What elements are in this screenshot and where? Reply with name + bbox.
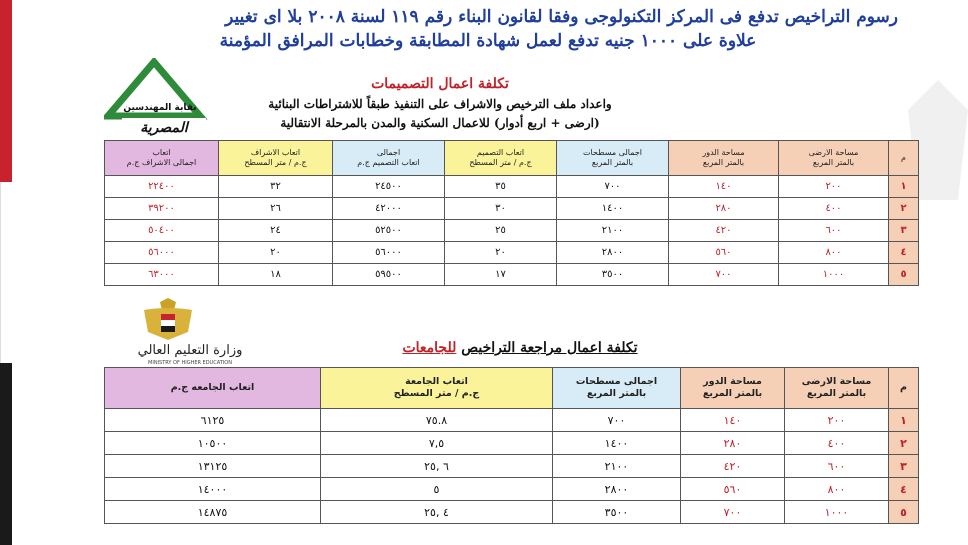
cell-floor-area: ٤٢٠: [669, 220, 779, 242]
header-land-area: [779, 141, 889, 176]
cell-university-rate: ٧,٥: [321, 432, 553, 455]
cell-supervision-rate: ١٨: [219, 264, 333, 286]
cell-land-area: ٤٠٠: [779, 198, 889, 220]
header-text: اجمالى: [376, 148, 401, 157]
section1-subtitle1: واعداد ملف الترخيص والاشراف على التنفيذ طبقاً للاشتراطات البنائية: [268, 97, 612, 111]
table-row: [105, 264, 919, 286]
header-floor-area: [669, 141, 779, 176]
cell-supervision-rate: ٢٠: [219, 242, 333, 264]
row-index: ٣: [889, 220, 919, 242]
header-text: اتعاب الجامعه ج.م: [170, 382, 255, 393]
table-row: [105, 478, 919, 501]
cell-university-total: ١٤٠٠٠: [105, 478, 321, 501]
cell-supervision-total: ٥٦٠٠٠: [105, 242, 219, 264]
header-text: ج.م / متر المسطح: [393, 388, 480, 399]
table-row: [105, 242, 919, 264]
cell-floor-area: ٧٠٠: [681, 501, 785, 524]
cell-university-rate: ٥: [321, 478, 553, 501]
cell-total-area: ١٤٠٠: [553, 432, 681, 455]
headline: [78, 6, 898, 52]
flag-white-stripe: [0, 182, 13, 363]
cell-design-rate: ٣٥: [445, 176, 557, 198]
header-text: اتعاب التصميم: [476, 148, 525, 157]
cell-supervision-total: ٢٢٤٠٠: [105, 176, 219, 198]
ministry-logo: [104, 296, 256, 368]
header-text: بالمتر المربع: [806, 388, 867, 399]
cell-land-area: ٨٠٠: [779, 242, 889, 264]
cell-total-area: ٢٨٠٠: [553, 478, 681, 501]
cell-university-rate: ٦ ,٢٥: [321, 455, 553, 478]
header-design-fee-total: [333, 141, 445, 176]
cell-university-total: ١٤٨٧٥: [105, 501, 321, 524]
cell-design-total: ٥٢٥٠٠: [333, 220, 445, 242]
header-text: بالمتر المربع: [812, 158, 855, 167]
header-text: ج.م / متر المسطح: [469, 158, 532, 167]
section1-subtitle2: (ارضى + اربع أدوار) للاعمال السكنية والمدن بالمرحلة الانتقالية: [280, 116, 600, 130]
header-text: اتعاب: [152, 148, 171, 157]
table-row: [105, 198, 919, 220]
cell-university-total: ١٠٥٠٠: [105, 432, 321, 455]
cell-land-area: ٢٠٠: [785, 409, 889, 432]
cell-land-area: ١٠٠٠: [779, 264, 889, 286]
cell-design-total: ٤٢٠٠٠: [333, 198, 445, 220]
header-text: اجمالى مسطحات: [575, 376, 658, 387]
table-row: [105, 409, 919, 432]
header-university-fee-rate: [321, 368, 553, 409]
header-design-fee-rate: [445, 141, 557, 176]
university-fees-table: [104, 367, 919, 524]
table-row: [105, 176, 919, 198]
cell-supervision-total: ٦٣٠٠٠: [105, 264, 219, 286]
header-supervision-fee-rate: [219, 141, 333, 176]
cell-design-rate: ٣٠: [445, 198, 557, 220]
header-text: م: [901, 153, 906, 162]
ministry-logo-text: وزارة التعليم العالي: [137, 343, 243, 358]
cell-supervision-rate: ٣٢: [219, 176, 333, 198]
cell-total-area: ٢٨٠٠: [557, 242, 669, 264]
headline-line2: علاوة على ١٠٠٠ جنيه تدفع لعمل شهادة المطابقة وخطابات المرافق المؤمنة: [219, 31, 757, 51]
header-text: بالمتر المربع: [702, 158, 745, 167]
cell-floor-area: ١٤٠: [681, 409, 785, 432]
cell-university-total: ١٣١٢٥: [105, 455, 321, 478]
cell-land-area: ٦٠٠: [785, 455, 889, 478]
cell-total-area: ٧٠٠: [557, 176, 669, 198]
header-land-area: [785, 368, 889, 409]
table-row: [105, 432, 919, 455]
svg-text:نقابة المهندسين: نقابة المهندسين: [123, 103, 197, 113]
header-text: بالمتر المربع: [702, 388, 763, 399]
cell-land-area: ٨٠٠: [785, 478, 889, 501]
cell-supervision-total: ٣٩٢٠٠: [105, 198, 219, 220]
section2-title-highlight: للجامعات: [402, 340, 457, 356]
design-fees-table: [104, 140, 919, 286]
cell-land-area: ٢٠٠: [779, 176, 889, 198]
cell-university-total: ٦١٢٥: [105, 409, 321, 432]
row-index: ١: [889, 409, 919, 432]
cell-floor-area: ٥٦٠: [669, 242, 779, 264]
header-text: ج.م / متر المسطح: [244, 158, 307, 167]
table-row: [105, 501, 919, 524]
cell-design-total: ٥٦٠٠٠: [333, 242, 445, 264]
section1-title: تكلفة اعمال التصميمات: [371, 76, 509, 92]
header-index: [889, 368, 919, 409]
svg-text:المصرية: المصرية: [140, 120, 188, 136]
cell-university-rate: ٧٥.٨: [321, 409, 553, 432]
header-text: مساحة الدور: [702, 148, 745, 157]
row-index: ٥: [889, 264, 919, 286]
cell-floor-area: ٤٢٠: [681, 455, 785, 478]
flag-red-stripe: [0, 0, 12, 182]
row-index: ٢: [889, 198, 919, 220]
cell-total-area: ٢١٠٠: [553, 455, 681, 478]
headline-line1: رسوم التراخيص تدفع فى المركز التكنولوجى وفقا لقانون البناء رقم ١١٩ لسنة ٢٠٠٨ بلا اى تغيير: [225, 7, 898, 27]
cell-design-rate: ١٧: [445, 264, 557, 286]
cell-total-area: ١٤٠٠: [557, 198, 669, 220]
header-text: بالمتر المربع: [591, 158, 634, 167]
cell-design-rate: ٢٠: [445, 242, 557, 264]
header-text: اتعاب الجامعة: [405, 376, 468, 387]
row-index: ١: [889, 176, 919, 198]
cell-design-total: ٢٤٥٠٠: [333, 176, 445, 198]
cell-land-area: ٤٠٠: [785, 432, 889, 455]
cell-total-area: ٣٥٠٠: [557, 264, 669, 286]
header-text: مساحة الارضى: [808, 148, 859, 157]
header-text: اجمالى مسطحات: [583, 148, 642, 157]
cell-land-area: ١٠٠٠: [785, 501, 889, 524]
row-index: ٣: [889, 455, 919, 478]
cell-university-rate: ٤ ,٢٥: [321, 501, 553, 524]
eagle-emblem-icon: [104, 296, 256, 368]
cell-total-area: ٢١٠٠: [557, 220, 669, 242]
cell-design-rate: ٢٥: [445, 220, 557, 242]
engineers-syndicate-logo: [104, 58, 216, 140]
header-text: بالمتر المربع: [586, 388, 647, 399]
cell-land-area: ٦٠٠: [779, 220, 889, 242]
header-supervision-fee-total: [105, 141, 219, 176]
table-row: [105, 220, 919, 242]
table-row: [105, 455, 919, 478]
cell-floor-area: ١٤٠: [669, 176, 779, 198]
table-header-row: [105, 141, 919, 176]
cell-floor-area: ٢٨٠: [669, 198, 779, 220]
cell-floor-area: ٧٠٠: [669, 264, 779, 286]
row-index: ٤: [889, 242, 919, 264]
header-text: اجمالى الاشراف ج.م: [126, 158, 197, 167]
section2-title: [340, 340, 700, 356]
row-index: ٤: [889, 478, 919, 501]
syndicate-emblem-icon: [104, 58, 216, 140]
header-index: [889, 141, 919, 176]
cell-total-area: ٣٥٠٠: [553, 501, 681, 524]
header-text: اتعاب الاشراف: [250, 148, 301, 157]
header-text: م: [900, 382, 907, 393]
header-university-fee-total: [105, 368, 321, 409]
header-total-area: [557, 141, 669, 176]
header-text: مساحة الارضى: [801, 376, 872, 387]
row-index: ٢: [889, 432, 919, 455]
header-text: مساحة الدور: [703, 376, 762, 387]
row-index: ٥: [889, 501, 919, 524]
cell-supervision-rate: ٢٦: [219, 198, 333, 220]
cell-supervision-total: ٥٠٤٠٠: [105, 220, 219, 242]
flag-black-stripe: [0, 363, 12, 545]
header-total-area: [553, 368, 681, 409]
header-text: اتعاب التصميم ج.م: [357, 158, 420, 167]
section2-title-plain: تكلفة اعمال مراجعة التراخيص: [461, 340, 638, 356]
cell-total-area: ٧٠٠: [553, 409, 681, 432]
cell-design-total: ٥٩٥٠٠: [333, 264, 445, 286]
table-header-row: [105, 368, 919, 409]
cell-floor-area: ٥٦٠: [681, 478, 785, 501]
header-floor-area: [681, 368, 785, 409]
cell-supervision-rate: ٢٤: [219, 220, 333, 242]
ministry-logo-text-en: MINISTRY OF HIGHER EDUCATION: [148, 360, 232, 366]
cell-floor-area: ٢٨٠: [681, 432, 785, 455]
